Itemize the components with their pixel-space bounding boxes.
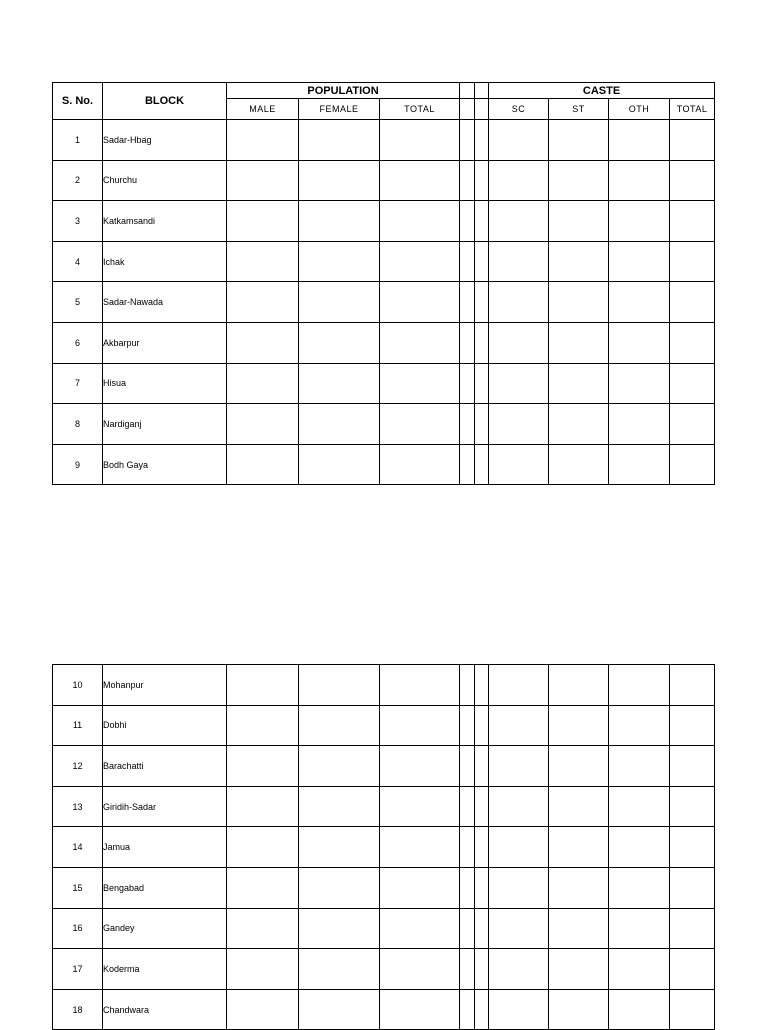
- spacer-cell: [460, 282, 475, 323]
- pop-total-cell: [380, 908, 460, 949]
- male-cell: [227, 746, 299, 787]
- sc-cell: [489, 949, 549, 990]
- male-cell: [227, 867, 299, 908]
- block-name: Barachatti: [103, 746, 227, 787]
- table-row: [53, 404, 715, 445]
- block-name: Jamua: [103, 827, 227, 868]
- sc-cell: [489, 867, 549, 908]
- serial-number: 18: [53, 989, 103, 1030]
- serial-number: 16: [53, 908, 103, 949]
- block-name: Bengabad: [103, 867, 227, 908]
- caste-total-cell: [670, 160, 715, 201]
- spacer-cell: [475, 949, 489, 990]
- male-cell: [227, 444, 299, 485]
- sno-header: S. No.: [53, 83, 103, 120]
- sc-cell: [489, 908, 549, 949]
- st-cell: [549, 201, 609, 242]
- spacer-cell: [475, 746, 489, 787]
- table-row: [53, 201, 715, 242]
- st-cell: [549, 827, 609, 868]
- spacer-cell: [475, 83, 489, 99]
- female-cell: [299, 705, 380, 746]
- female-cell: [299, 827, 380, 868]
- sc-header: SC: [489, 99, 549, 120]
- spacer-cell: [475, 444, 489, 485]
- male-cell: [227, 908, 299, 949]
- serial-number: 3: [53, 201, 103, 242]
- sc-cell: [489, 444, 549, 485]
- caste-total-cell: [670, 444, 715, 485]
- caste-total-cell: [670, 282, 715, 323]
- spacer-cell: [475, 120, 489, 161]
- oth-cell: [609, 786, 670, 827]
- spacer-cell: [475, 705, 489, 746]
- male-cell: [227, 160, 299, 201]
- table-row: [53, 827, 715, 868]
- st-cell: [549, 282, 609, 323]
- sc-cell: [489, 786, 549, 827]
- spacer-cell: [460, 786, 475, 827]
- pop-total-cell: [380, 705, 460, 746]
- table-row: [53, 746, 715, 787]
- oth-cell: [609, 322, 670, 363]
- oth-cell: [609, 404, 670, 445]
- oth-cell: [609, 160, 670, 201]
- oth-cell: [609, 363, 670, 404]
- serial-number: 13: [53, 786, 103, 827]
- pop-total-cell: [380, 949, 460, 990]
- male-cell: [227, 786, 299, 827]
- oth-cell: [609, 241, 670, 282]
- sc-cell: [489, 322, 549, 363]
- st-cell: [549, 949, 609, 990]
- block-name: Dobhi: [103, 705, 227, 746]
- spacer-cell: [475, 665, 489, 706]
- st-cell: [549, 120, 609, 161]
- serial-number: 10: [53, 665, 103, 706]
- caste-header: CASTE: [489, 83, 715, 99]
- pop-total-cell: [380, 282, 460, 323]
- female-cell: [299, 241, 380, 282]
- st-cell: [549, 746, 609, 787]
- male-cell: [227, 282, 299, 323]
- block-name: Sadar-Nawada: [103, 282, 227, 323]
- caste-total-header: TOTAL: [670, 99, 715, 120]
- table-row: [53, 786, 715, 827]
- male-cell: [227, 120, 299, 161]
- block-name: Bodh Gaya: [103, 444, 227, 485]
- spacer-cell: [460, 241, 475, 282]
- st-cell: [549, 160, 609, 201]
- spacer-cell: [460, 83, 475, 99]
- spacer-cell: [460, 444, 475, 485]
- female-cell: [299, 786, 380, 827]
- serial-number: 4: [53, 241, 103, 282]
- pop-total-cell: [380, 444, 460, 485]
- caste-total-cell: [670, 363, 715, 404]
- table-row: [53, 282, 715, 323]
- spacer-cell: [460, 746, 475, 787]
- block-name: Ichak: [103, 241, 227, 282]
- spacer-cell: [460, 99, 475, 120]
- serial-number: 6: [53, 322, 103, 363]
- sc-cell: [489, 363, 549, 404]
- female-cell: [299, 665, 380, 706]
- sc-cell: [489, 746, 549, 787]
- sc-cell: [489, 282, 549, 323]
- block-name: Akbarpur: [103, 322, 227, 363]
- oth-cell: [609, 867, 670, 908]
- oth-cell: [609, 665, 670, 706]
- serial-number: 7: [53, 363, 103, 404]
- table-row: [53, 363, 715, 404]
- female-cell: [299, 444, 380, 485]
- male-cell: [227, 404, 299, 445]
- oth-cell: [609, 201, 670, 242]
- spacer-cell: [460, 363, 475, 404]
- male-cell: [227, 949, 299, 990]
- caste-total-cell: [670, 201, 715, 242]
- caste-total-cell: [670, 867, 715, 908]
- st-cell: [549, 908, 609, 949]
- male-cell: [227, 827, 299, 868]
- table-row: [53, 160, 715, 201]
- population-caste-table-continued: [52, 664, 715, 1030]
- sc-cell: [489, 241, 549, 282]
- sc-cell: [489, 120, 549, 161]
- male-cell: [227, 241, 299, 282]
- spacer-cell: [460, 827, 475, 868]
- spacer-cell: [460, 705, 475, 746]
- male-cell: [227, 201, 299, 242]
- caste-total-cell: [670, 404, 715, 445]
- block-name: Katkamsandi: [103, 201, 227, 242]
- block-name: Churchu: [103, 160, 227, 201]
- serial-number: 15: [53, 867, 103, 908]
- oth-cell: [609, 120, 670, 161]
- pop-total-cell: [380, 786, 460, 827]
- female-cell: [299, 867, 380, 908]
- st-cell: [549, 665, 609, 706]
- block-name: Giridih-Sadar: [103, 786, 227, 827]
- female-cell: [299, 322, 380, 363]
- spacer-cell: [475, 786, 489, 827]
- serial-number: 11: [53, 705, 103, 746]
- female-cell: [299, 160, 380, 201]
- spacer-cell: [460, 867, 475, 908]
- table-row: [53, 705, 715, 746]
- oth-cell: [609, 282, 670, 323]
- serial-number: 12: [53, 746, 103, 787]
- male-header: MALE: [227, 99, 299, 120]
- female-cell: [299, 363, 380, 404]
- pop-total-header: TOTAL: [380, 99, 460, 120]
- spacer-cell: [460, 322, 475, 363]
- male-cell: [227, 705, 299, 746]
- table-row: [53, 867, 715, 908]
- oth-cell: [609, 908, 670, 949]
- spacer-cell: [460, 160, 475, 201]
- spacer-cell: [475, 867, 489, 908]
- caste-total-cell: [670, 665, 715, 706]
- pop-total-cell: [380, 363, 460, 404]
- table-row: [53, 120, 715, 161]
- spacer-cell: [460, 404, 475, 445]
- table-row: [53, 444, 715, 485]
- caste-total-cell: [670, 120, 715, 161]
- spacer-cell: [475, 160, 489, 201]
- spacer-cell: [475, 404, 489, 445]
- caste-total-cell: [670, 746, 715, 787]
- female-cell: [299, 404, 380, 445]
- pop-total-cell: [380, 201, 460, 242]
- block-name: Hisua: [103, 363, 227, 404]
- population-header: POPULATION: [227, 83, 460, 99]
- table-row: [53, 241, 715, 282]
- sc-cell: [489, 827, 549, 868]
- spacer-cell: [460, 201, 475, 242]
- block-name: Koderma: [103, 949, 227, 990]
- oth-cell: [609, 827, 670, 868]
- sc-cell: [489, 705, 549, 746]
- serial-number: 1: [53, 120, 103, 161]
- table-row: [53, 908, 715, 949]
- spacer-cell: [475, 282, 489, 323]
- caste-total-cell: [670, 322, 715, 363]
- oth-cell: [609, 444, 670, 485]
- st-cell: [549, 867, 609, 908]
- caste-total-cell: [670, 786, 715, 827]
- serial-number: 17: [53, 949, 103, 990]
- pop-total-cell: [380, 746, 460, 787]
- pop-total-cell: [380, 322, 460, 363]
- spacer-cell: [475, 241, 489, 282]
- serial-number: 14: [53, 827, 103, 868]
- caste-total-cell: [670, 827, 715, 868]
- oth-header: OTH: [609, 99, 670, 120]
- sc-cell: [489, 665, 549, 706]
- serial-number: 8: [53, 404, 103, 445]
- caste-total-cell: [670, 949, 715, 990]
- oth-cell: [609, 705, 670, 746]
- male-cell: [227, 665, 299, 706]
- caste-total-cell: [670, 908, 715, 949]
- pop-total-cell: [380, 120, 460, 161]
- block-name: Nardiganj: [103, 404, 227, 445]
- spacer-cell: [460, 120, 475, 161]
- table-row: [53, 665, 715, 706]
- block-name: Chandwara: [103, 989, 227, 1030]
- female-cell: [299, 282, 380, 323]
- female-cell: [299, 201, 380, 242]
- pop-total-cell: [380, 404, 460, 445]
- oth-cell: [609, 949, 670, 990]
- spacer-cell: [460, 665, 475, 706]
- spacer-cell: [475, 908, 489, 949]
- st-cell: [549, 404, 609, 445]
- st-cell: [549, 705, 609, 746]
- table-row: [53, 949, 715, 990]
- spacer-cell: [475, 201, 489, 242]
- spacer-cell: [475, 99, 489, 120]
- female-cell: [299, 746, 380, 787]
- st-cell: [549, 444, 609, 485]
- serial-number: 9: [53, 444, 103, 485]
- caste-total-cell: [670, 241, 715, 282]
- serial-number: 2: [53, 160, 103, 201]
- pop-total-cell: [380, 867, 460, 908]
- block-name: Gandey: [103, 908, 227, 949]
- pop-total-cell: [380, 665, 460, 706]
- st-cell: [549, 241, 609, 282]
- male-cell: [227, 322, 299, 363]
- st-cell: [549, 786, 609, 827]
- st-cell: [549, 322, 609, 363]
- sc-cell: [489, 201, 549, 242]
- spacer-cell: [475, 363, 489, 404]
- oth-cell: [609, 746, 670, 787]
- st-header: ST: [549, 99, 609, 120]
- female-cell: [299, 949, 380, 990]
- pop-total-cell: [380, 827, 460, 868]
- serial-number: 5: [53, 282, 103, 323]
- pop-total-cell: [380, 160, 460, 201]
- sc-cell: [489, 404, 549, 445]
- spacer-cell: [475, 827, 489, 868]
- st-cell: [549, 363, 609, 404]
- female-cell: [299, 908, 380, 949]
- block-name: Mohanpur: [103, 665, 227, 706]
- pop-total-cell: [380, 241, 460, 282]
- sc-cell: [489, 160, 549, 201]
- table-row: [53, 322, 715, 363]
- caste-total-cell: [670, 705, 715, 746]
- female-cell: [299, 120, 380, 161]
- block-name: Sadar-Hbag: [103, 120, 227, 161]
- spacer-cell: [460, 949, 475, 990]
- female-header: FEMALE: [299, 99, 380, 120]
- male-cell: [227, 363, 299, 404]
- spacer-cell: [475, 322, 489, 363]
- block-header: BLOCK: [103, 83, 227, 120]
- spacer-cell: [460, 908, 475, 949]
- population-caste-table: [52, 82, 715, 485]
